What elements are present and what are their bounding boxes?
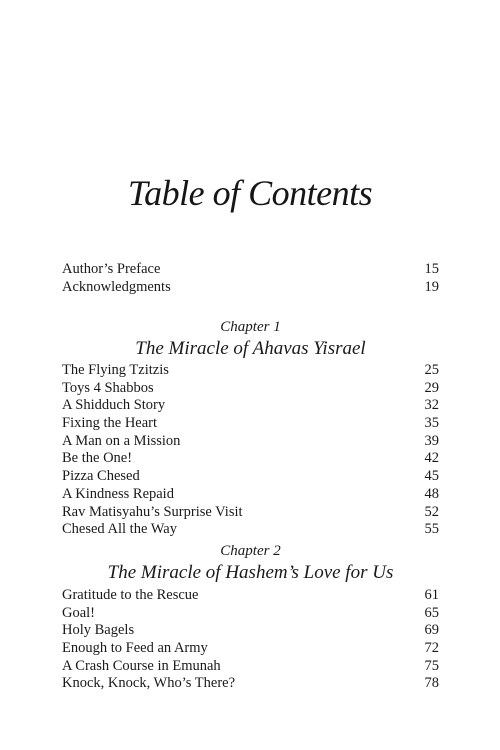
entry-label: Goal! <box>62 604 96 621</box>
entry-label: Rav Matisyahu’s Surprise Visit <box>62 503 243 520</box>
entry-label: Pizza Chesed <box>62 468 140 485</box>
chapter-title: The Miracle of Ahavas Yisrael <box>135 338 366 359</box>
entry-page: 69 <box>424 622 439 639</box>
chapter-1-list <box>62 362 439 539</box>
toc-entry[interactable] <box>62 362 439 380</box>
toc-entry[interactable] <box>62 521 439 539</box>
entry-page: 32 <box>424 397 439 414</box>
entry-label: A Crash Course in Emunah <box>62 657 221 674</box>
entry-page: 29 <box>424 379 439 396</box>
entry-label: Be the One! <box>62 450 133 467</box>
toc-entry[interactable] <box>62 450 439 468</box>
entry-label: Acknowledgments <box>62 278 171 295</box>
entry-page: 61 <box>424 587 439 603</box>
entry-page: 39 <box>424 432 439 449</box>
toc-entry[interactable] <box>62 486 439 504</box>
entry-page: 72 <box>424 640 439 657</box>
entry-page: 52 <box>424 503 439 520</box>
toc-entry[interactable] <box>62 658 439 676</box>
toc-entry[interactable] <box>62 640 439 658</box>
toc-entry[interactable] <box>62 504 439 522</box>
toc-entry[interactable] <box>62 279 439 297</box>
chapter-title: The Miracle of Hashem’s Love for Us <box>107 562 394 583</box>
entry-page: 42 <box>424 450 439 467</box>
entry-label: Fixing the Heart <box>62 415 158 432</box>
entry-page: 19 <box>424 278 439 295</box>
front-matter-list <box>62 261 439 296</box>
toc-entry[interactable] <box>62 622 439 640</box>
entry-label: Gratitude to the Rescue <box>62 587 199 603</box>
toc-entry[interactable] <box>62 605 439 623</box>
entry-page: 15 <box>424 261 439 277</box>
entry-label: Knock, Knock, Who’s There? <box>62 675 236 692</box>
entry-label: Holy Bagels <box>62 622 135 639</box>
entry-page: 35 <box>424 415 439 432</box>
entry-label: The Flying Tzitzis <box>62 362 169 378</box>
toc-entry[interactable] <box>62 415 439 433</box>
entry-label: A Kindness Repaid <box>62 485 174 502</box>
entry-page: 78 <box>424 675 439 692</box>
chapter-label: Chapter 1 <box>220 319 281 335</box>
toc-entry[interactable] <box>62 468 439 486</box>
toc-entry[interactable] <box>62 380 439 398</box>
entry-label: Toys 4 Shabbos <box>62 379 154 396</box>
chapter-2-list <box>62 587 439 693</box>
entry-label: A Shidduch Story <box>62 397 166 414</box>
entry-page: 25 <box>424 362 439 378</box>
entry-page: 48 <box>424 485 439 502</box>
entry-label: Chesed All the Way <box>62 521 177 538</box>
entry-label: Author’s Preface <box>62 261 161 277</box>
entry-label: A Man on a Mission <box>62 432 181 449</box>
toc-entry[interactable] <box>62 261 439 279</box>
toc-entry[interactable] <box>62 397 439 415</box>
toc-entry[interactable] <box>62 587 439 605</box>
entry-page: 65 <box>424 604 439 621</box>
entry-page: 75 <box>424 657 439 674</box>
toc-entry[interactable] <box>62 675 439 693</box>
page-title: Table of Contents <box>127 173 373 213</box>
entry-page: 55 <box>424 521 439 538</box>
entry-label: Enough to Feed an Army <box>62 640 208 657</box>
chapter-label: Chapter 2 <box>220 543 281 559</box>
toc-entry[interactable] <box>62 433 439 451</box>
entry-page: 45 <box>424 468 439 485</box>
